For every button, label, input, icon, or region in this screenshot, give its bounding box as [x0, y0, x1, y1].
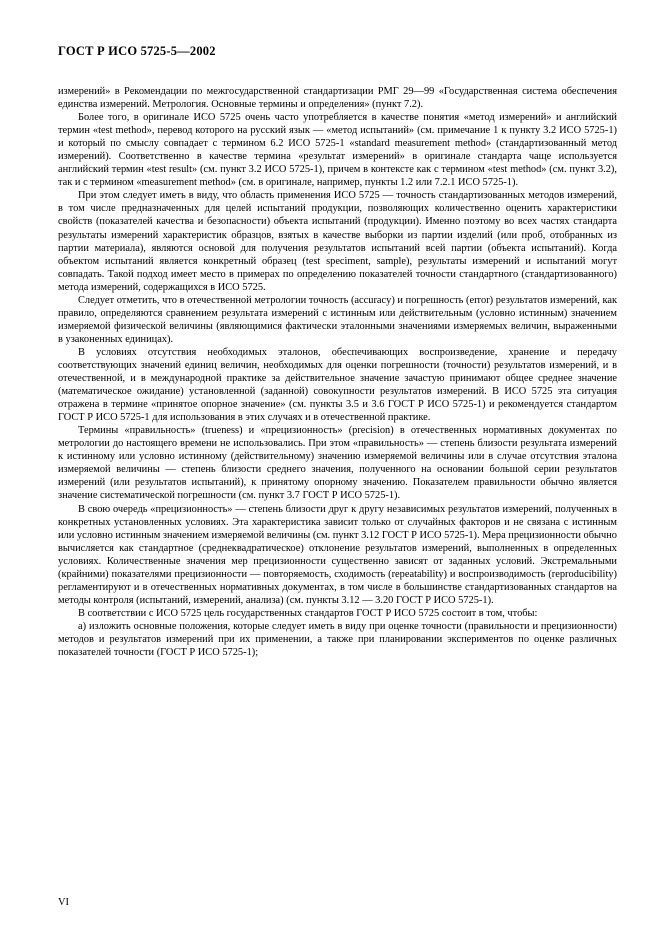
paragraph-list-item: а) изложить основные положения, которые следует иметь в виду при оценке точности (правильности и прецизионности) методов и результатов измерений при их применении, а также при планировании экспериментов по оценке различных показателей точности (ГОСТ Р ИСО 5725-1);	[58, 620, 617, 659]
paragraph: Термины «правильность» (trueness) и «прецизионность» (precision) в отечественных нормативных документах по метрологии до настоящего времени не использовались. При этом «правильность» — степень близости результата измерений к истинному или условно истинному (действительному) значению измеряемой величины или в случае отсутствия эталона измеряемой величины — степень близости среднего значения, полученного на основании большой серии результатов измерений (или результатов испытаний), к принятому опорному значению. Показателем правильности обычно является значение систематической погрешности (см. пункт 3.7 ГОСТ Р ИСО 5725-1).	[58, 425, 617, 502]
paragraph: Следует отметить, что в отечественной метрологии точность (accuracy) и погрешность (error) результатов измерений, как правило, определяются сравнением результата измерений с истинным или действительным (условно истинным) значением измеряемой физической величины (являющимися фактически эталонными значениями измеряемых величин, выраженными в узаконенных единицах).	[58, 294, 617, 345]
page-title: ГОСТ Р ИСО 5725-5—2002	[58, 44, 216, 58]
body-text	[58, 85, 617, 659]
page-number: VI	[58, 897, 69, 908]
paragraph: В свою очередь «прецизионность» — степень близости друг к другу независимых результатов измерений, полученных в конкретных установленных условиях. Эта характеристика зависит только от случайных факторов и не связана с истинным или условно истинным значением измеряемой величины (см. пункт 3.12 ГОСТ Р ИСО 5725-1). Мера прецизионности обычно вычисляется как стандартное (среднеквадратическое) отклонение результатов измерений, выполненных в определенных условиях. Количественные значения мер прецизионности существенно зависят от заданных условий. Экстремальными (крайними) показателями прецизионности — повторяемость, сходимость (repeatability) и воспроизводимость (reproducibility) регламентируют и в отечественных нормативных документах, в том числе в большинстве стандартизованных стандартов на методы контроля (испытаний, измерений, анализа) (см. пункты 3.12 — 3.20 ГОСТ Р ИСО 5725-1).	[58, 503, 617, 606]
paragraph: В соответствии с ИСО 5725 цель государственных стандартов ГОСТ Р ИСО 5725 состоит в том, чтобы:	[78, 607, 538, 619]
paragraph: При этом следует иметь в виду, что область применения ИСО 5725 — точность стандартизованных методов измерений, в том числе предназначенных для целей испытаний продукции, позволяющих количественно оценить характеристики свойств (показателей качества и безопасности) объекта испытаний (продукции). Именно поэтому во всех частях стандарта результаты измерений характеристик образцов, взятых в качестве выборки из партии изделий (или проб, отобранных из партии материала), являются основой для получения результатов испытаний всей партии (объекта испытаний). Когда объектом испытаний является конкретный образец (test speciment, sample), результаты измерений и испытаний могут совпадать. Такой подход имеет место в примерах по определению показателей точности стандартного (стандартизованного) метода измерений, содержащихся в ИСО 5725.	[58, 190, 617, 293]
paragraph: измерений» в Рекомендации по межгосударственной стандартизации РМГ 29—99 «Государственная система обеспечения единства измерений. Метрология. Основные термины и определения» (пункт 7.2).	[58, 86, 617, 111]
paragraph: В условиях отсутствия необходимых эталонов, обеспечивающих воспроизведение, хранение и передачу соответствующих значений единиц величин, необходимых для оценки погрешности (точности) результатов измерений, и в отечественной, и в международной практике за действительное значение зачастую принимают общее среднее значение (математическое ожидание) установленной (заданной) совокупности результатов измерений. В ИСО 5725 эта ситуация отражена в термине «принятое опорное значение» (см. пункты 3.5 и 3.6 ГОСТ Р ИСО 5725-1) и рекомендуется стандартом ГОСТ Р ИСО 5725-1 для использования в этих случаях и в отечественной практике.	[58, 346, 617, 424]
paragraph: Более того, в оригинале ИСО 5725 очень часто употребляется в качестве понятия «метод измерений» и английский термин «test method», перевод которого на русский язык — «метод испытаний» (см. примечание 1 к пункту 3.2 ИСО 5725-1) и который по смыслу совпадает с термином 6.2 ИСО 5725-1 «standard measurement method» (стандартизованный метод измерений). Соответственно в качестве термина «результат измерений» в оригинале стандарта чаще используется английский термин «test result» (см. пункт 3.2 ИСО 5725-1), причем в контексте как с термином «test method» (см. пункт 3.2), так и с термином «measurement method» (см. в оригинале, например, пункты 1.2 или 7.2.1 ИСО 5725-1).	[58, 112, 617, 189]
